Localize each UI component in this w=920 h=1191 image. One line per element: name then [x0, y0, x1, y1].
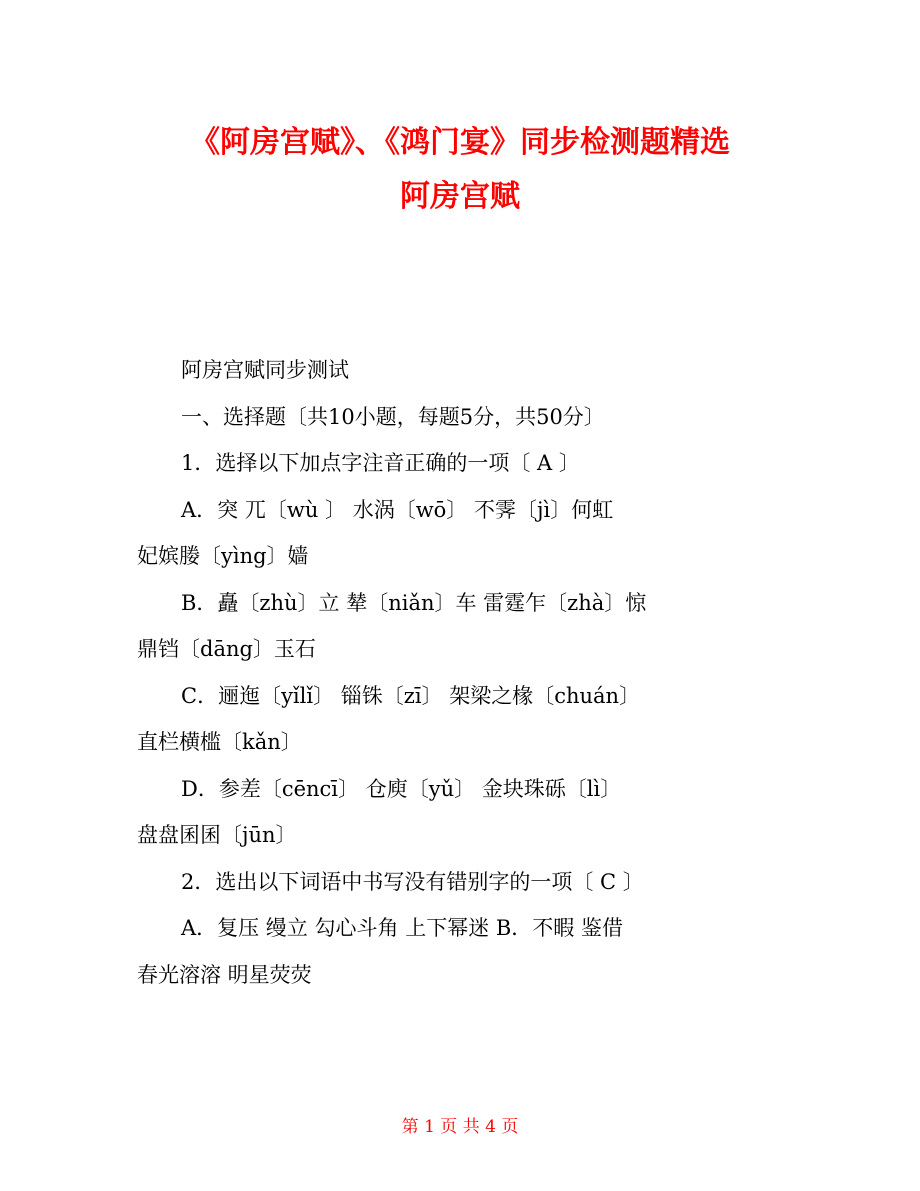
question-2-options-cont: 春光溶溶 明星荧荧 [137, 962, 312, 987]
question-1-option-c-cont: 直栏横槛〔kǎn〕 [137, 730, 302, 754]
question-1-option-a-cont: 妃嫔媵〔yìng〕嫱 [137, 544, 309, 568]
question-2-stem: 2．选出以下词语中书写没有错别字的一项〔 C 〕 [181, 869, 644, 894]
question-1-option-d-cont: 盘盘囷囷〔jūn〕 [137, 823, 297, 847]
question-group-heading: 一、选择题〔共10小题，每题5分，共50分〕 [181, 404, 605, 429]
question-1-option-b-cont: 鼎铛〔dāng〕玉石 [137, 637, 316, 661]
page-footer: 第 1 页 共 4 页 [401, 1117, 519, 1137]
title-line-2: 阿房宫赋 [400, 179, 520, 214]
document-body [137, 347, 777, 998]
question-1-option-a: A．突 兀〔wù 〕 水涡〔wō〕 不霁〔jì〕何虹 [181, 497, 614, 522]
question-1-stem: 1．选择以下加点字注音正确的一项〔 A 〕 [181, 451, 580, 475]
question-2-options-ab: A．复压 缦立 勾心斗角 上下幂迷 B．不暇 鉴借 [181, 916, 623, 940]
document-title [0, 116, 920, 224]
question-1-option-c: C．逦迤〔yǐlǐ〕 锱铢〔zī〕 架梁之椽〔chuán〕 [181, 683, 641, 708]
question-1-option-d: D．参差〔cēncī〕 仓庾〔yǔ〕 金块珠砾〔lì〕 [181, 776, 622, 801]
section-heading: 阿房宫赋同步测试 [181, 358, 349, 382]
title-line-1: 《阿房宫赋》、《鸿门宴》同步检测题精选 [190, 125, 730, 160]
question-1-option-b: B．矗〔zhù〕立 辇〔niǎn〕车 雷霆乍〔zhà〕惊 [181, 590, 647, 615]
